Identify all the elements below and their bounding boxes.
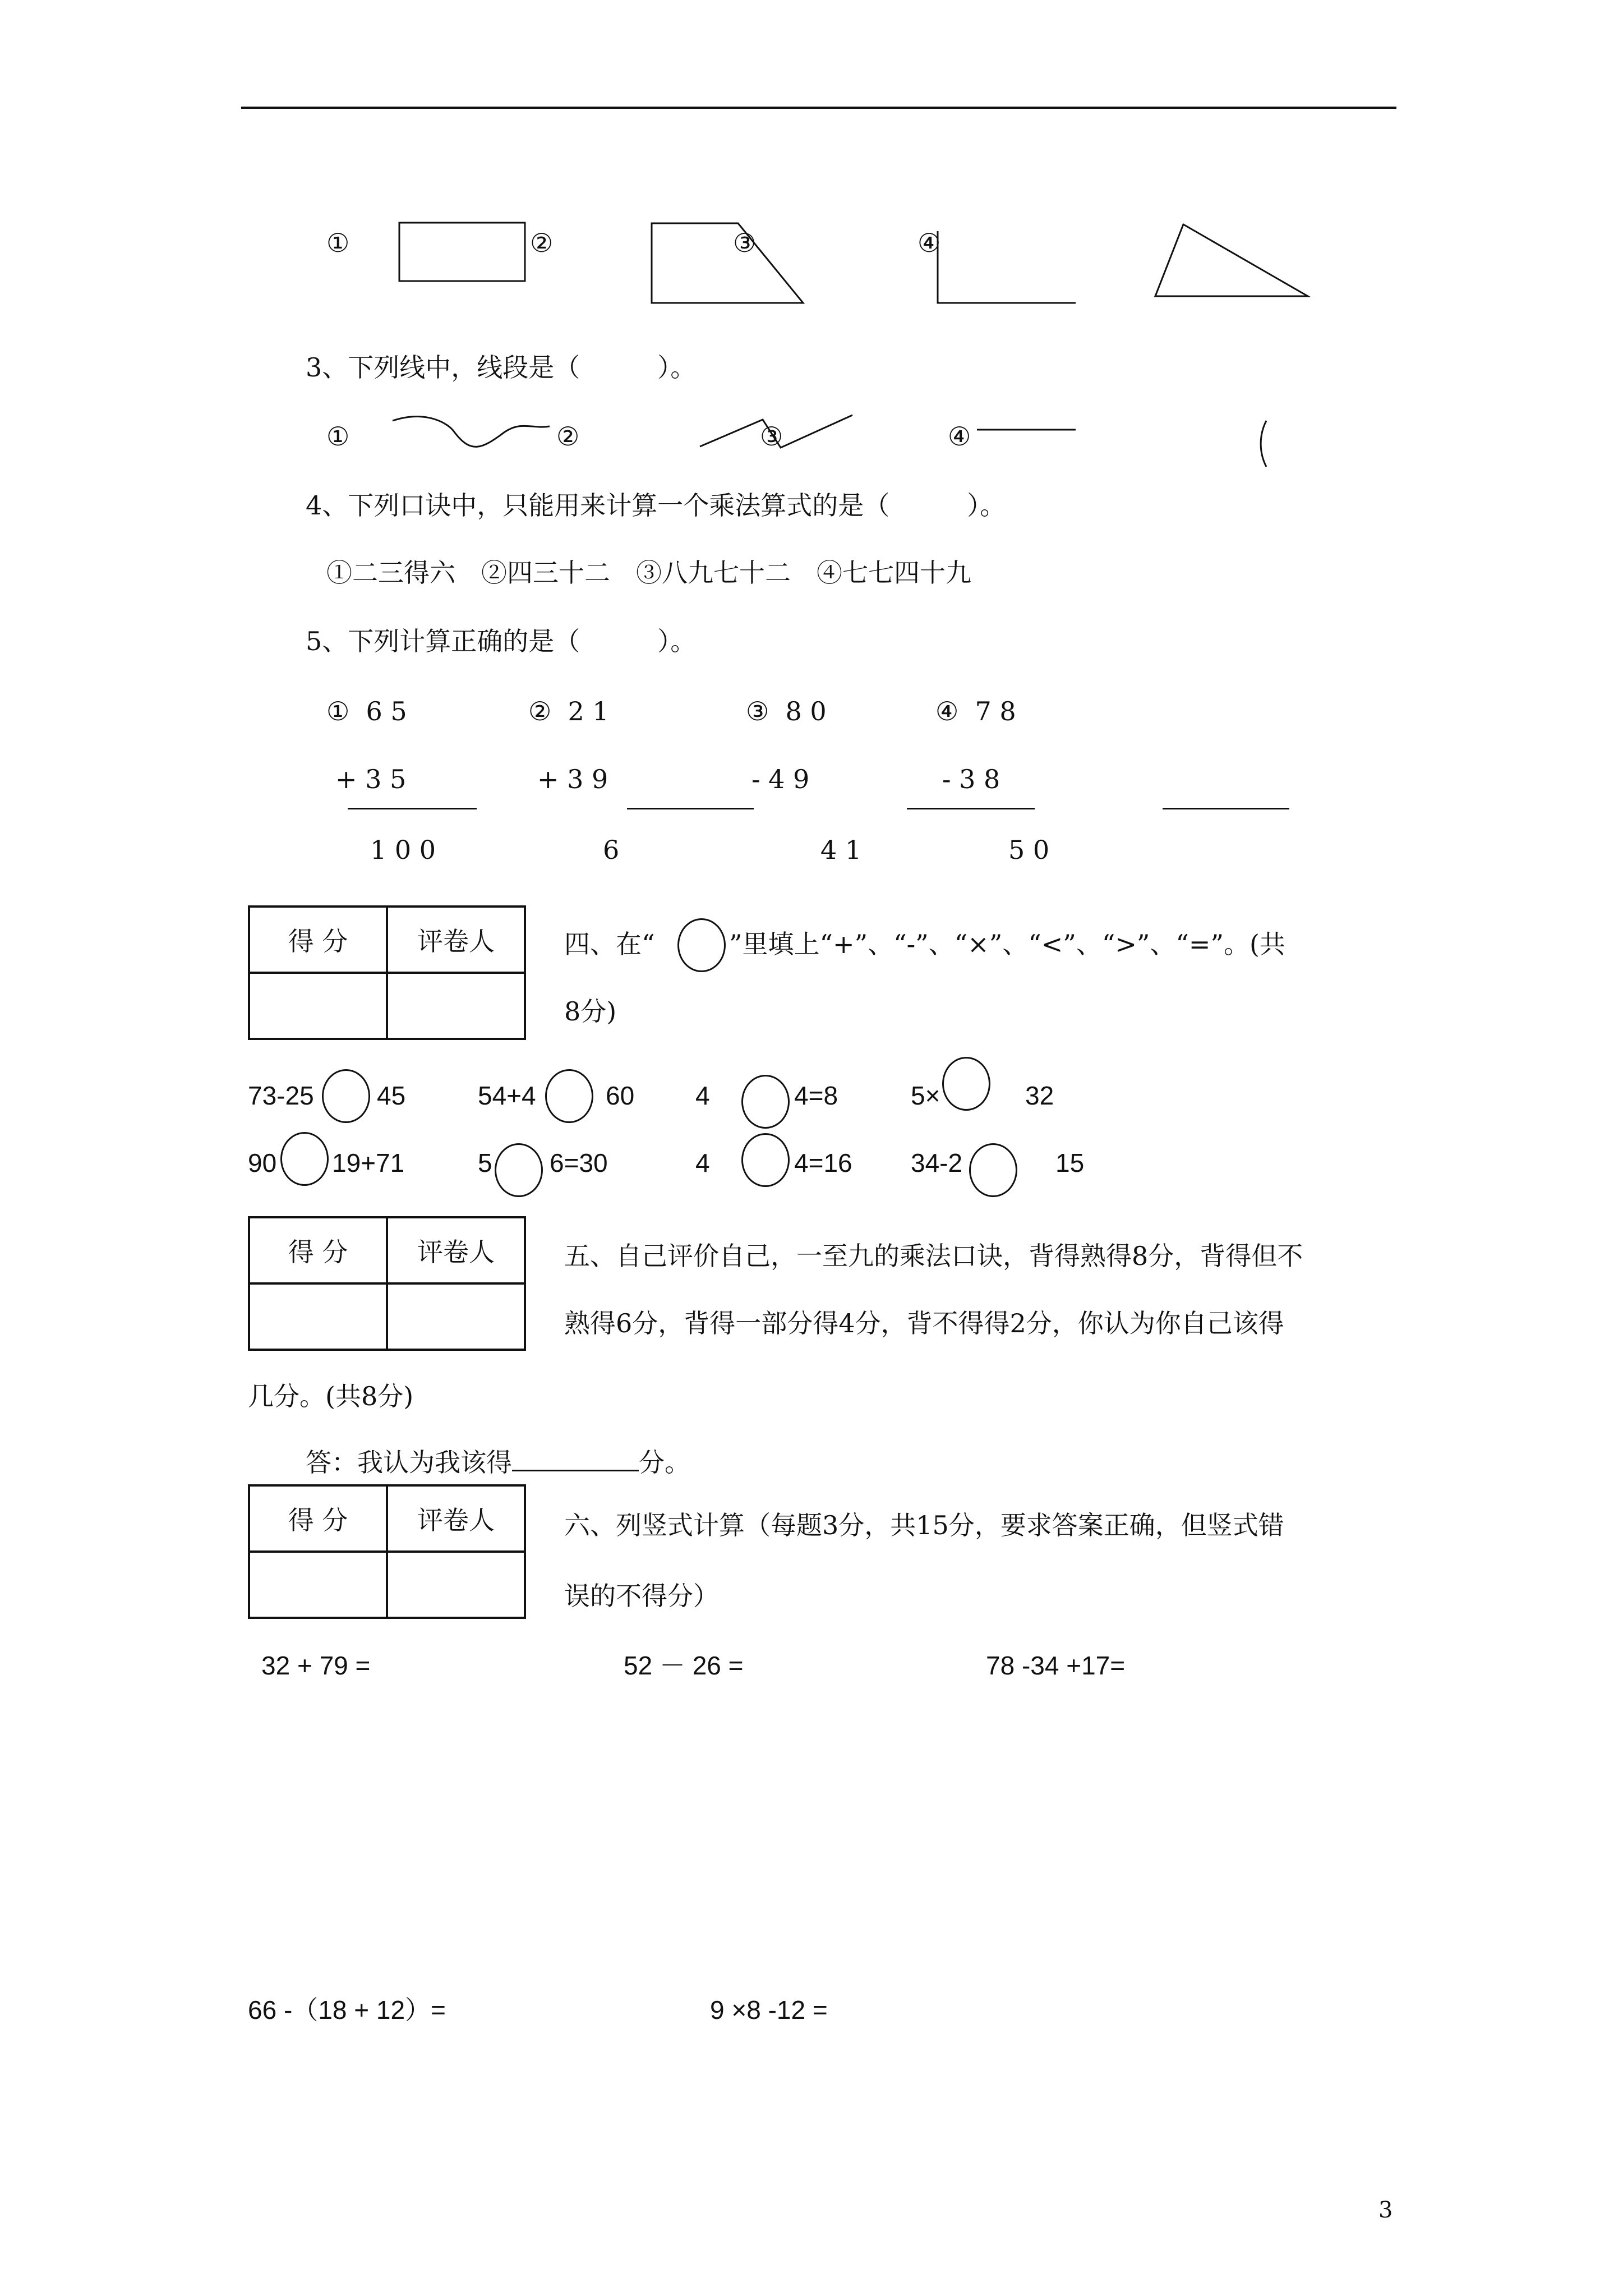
expr-2-right: 60	[606, 1081, 635, 1110]
calc-2-op: + 3 9	[537, 764, 608, 794]
calc-4-result: 5 0	[1008, 835, 1050, 865]
expr-3-right: 4=8	[794, 1081, 838, 1110]
line-label-4: ④	[948, 421, 971, 452]
score-header: 得 分	[249, 1217, 387, 1283]
calc-3-result: 4 1	[820, 835, 862, 865]
fill-circle-4[interactable]	[942, 1057, 990, 1111]
calc-1-top	[326, 698, 407, 724]
expr-8-right: 15	[1055, 1148, 1085, 1177]
calc-1-top-num: 6 5	[366, 696, 407, 726]
section5-line2: 熟得6分，背得一部分得4分，背不得得2分，你认为你自己该得	[564, 1308, 1284, 1338]
grader-cell	[387, 1552, 525, 1618]
rectangle-shape	[399, 223, 525, 281]
score-cell	[249, 1552, 387, 1618]
score-table-6	[248, 1484, 526, 1619]
score-table-5	[248, 1216, 526, 1351]
calc-line-1	[348, 808, 477, 809]
grader-header: 评卷人	[387, 1217, 525, 1283]
calc-line-2	[627, 808, 754, 809]
expr-7-left: 4	[695, 1148, 710, 1177]
expr-6-left: 5	[478, 1148, 492, 1177]
calc-2-top-num: 2 1	[568, 696, 609, 726]
section5-line1: 五、自己评价自己，一至九的乘法口诀，背得熟得8分，背得但不	[564, 1241, 1303, 1271]
calc-2-result: 6	[603, 835, 620, 865]
expr-3-left: 4	[695, 1081, 710, 1110]
calc-4-op: - 3 8	[942, 764, 1000, 794]
section4-title-c: 8分)	[564, 996, 617, 1027]
problem-1: 32 + 79 =	[261, 1651, 371, 1680]
shapes-figure	[0, 0, 1623, 337]
calc-3-top	[746, 698, 827, 724]
calc-1-op: + 3 5	[335, 764, 407, 794]
score-header: 得 分	[249, 907, 387, 973]
calc-3-op: - 4 9	[751, 764, 810, 794]
answer-blank[interactable]	[512, 1447, 639, 1471]
calc-4-label: ④	[935, 696, 959, 726]
grader-cell	[387, 973, 525, 1039]
calc-2-label: ②	[528, 696, 552, 726]
line-label-3: ③	[760, 421, 783, 452]
expr-4-left: 5×	[911, 1081, 940, 1110]
triangle-shape	[1155, 224, 1308, 296]
shape-label-4: ④	[917, 228, 941, 258]
fill-circle-6[interactable]	[495, 1143, 543, 1197]
calc-1-label: ①	[326, 696, 350, 726]
fill-circle-2[interactable]	[545, 1069, 593, 1123]
section4-title-a: 四、在“	[564, 929, 655, 959]
expr-8-left: 34-2	[911, 1148, 963, 1177]
problem-4: 66 -（18 + 12）=	[248, 1995, 446, 2024]
fill-circle-8[interactable]	[969, 1143, 1017, 1197]
section4-title-b: ”里填上“+”、“-”、“×”、“<”、“>”、“=”。(共	[729, 929, 1285, 959]
calc-1-result: 1 0 0	[370, 835, 436, 865]
expr-7-right: 4=16	[794, 1148, 852, 1177]
score-header: 得 分	[249, 1485, 387, 1552]
calc-line-3	[907, 808, 1035, 809]
calc-2-top	[528, 698, 609, 724]
calc-3-label: ③	[746, 696, 769, 726]
expr-2-left: 54+4	[478, 1081, 536, 1110]
arc-line	[1261, 421, 1266, 467]
curve-line	[393, 417, 550, 447]
calc-4-top	[935, 698, 1016, 724]
shape-label-3: ③	[733, 228, 757, 258]
section5-line3: 几分。(共8分)	[248, 1381, 414, 1411]
expr-1-left: 73-25	[248, 1081, 314, 1110]
score-cell	[249, 1283, 387, 1350]
broken-line	[700, 415, 852, 452]
line-label-2: ②	[556, 421, 580, 452]
grader-header: 评卷人	[387, 907, 525, 973]
q5-text: 5、下列计算正确的是（ ）。	[306, 626, 697, 656]
score-table-4	[248, 905, 526, 1040]
problem-2: 52 － 26 =	[624, 1651, 744, 1680]
fill-circle-3[interactable]	[741, 1075, 790, 1129]
q4-options: ①二三得六 ②四三十二 ③八九七十二 ④七七四十九	[326, 558, 971, 588]
right-angle-shape	[938, 231, 1076, 303]
fill-circle-5[interactable]	[280, 1132, 329, 1186]
fill-circle-1[interactable]	[322, 1069, 370, 1123]
blank-circle-example	[677, 918, 726, 972]
grader-header: 评卷人	[387, 1485, 525, 1552]
shape-label-2: ②	[530, 228, 554, 258]
calc-line-4	[1163, 808, 1289, 809]
page-number: 3	[1378, 2197, 1393, 2223]
problem-5: 9 ×8 -12 =	[710, 1995, 828, 2024]
section5-answer	[306, 1447, 690, 1478]
section6-line2: 误的不得分）	[564, 1581, 719, 1611]
answer-prefix: 答：我认为我该得	[306, 1447, 512, 1478]
q3-text: 3、下列线中，线段是（ ）。	[306, 352, 697, 383]
section6-line1: 六、列竖式计算（每题3分，共15分，要求答案正确，但竖式错	[564, 1510, 1284, 1540]
expr-6-right: 6=30	[550, 1148, 608, 1177]
expr-1-right: 45	[377, 1081, 406, 1110]
shape-label-1: ①	[326, 228, 350, 258]
calc-4-top-num: 7 8	[975, 696, 1016, 726]
expr-5-right: 19+71	[332, 1148, 405, 1177]
problem-3: 78 -34 +17=	[986, 1651, 1126, 1680]
line-label-1: ①	[326, 421, 350, 452]
calc-3-top-num: 8 0	[785, 696, 827, 726]
q4-text: 4、下列口诀中，只能用来计算一个乘法算式的是（ ）。	[306, 490, 1006, 521]
grader-cell	[387, 1283, 525, 1350]
lines-figure	[0, 337, 1623, 482]
fill-circle-7[interactable]	[741, 1133, 790, 1187]
score-cell	[249, 973, 387, 1039]
expr-4-right: 32	[1025, 1081, 1054, 1110]
answer-suffix: 分。	[639, 1447, 690, 1478]
expr-5-left: 90	[248, 1148, 277, 1177]
trapezoid-shape	[652, 223, 803, 303]
